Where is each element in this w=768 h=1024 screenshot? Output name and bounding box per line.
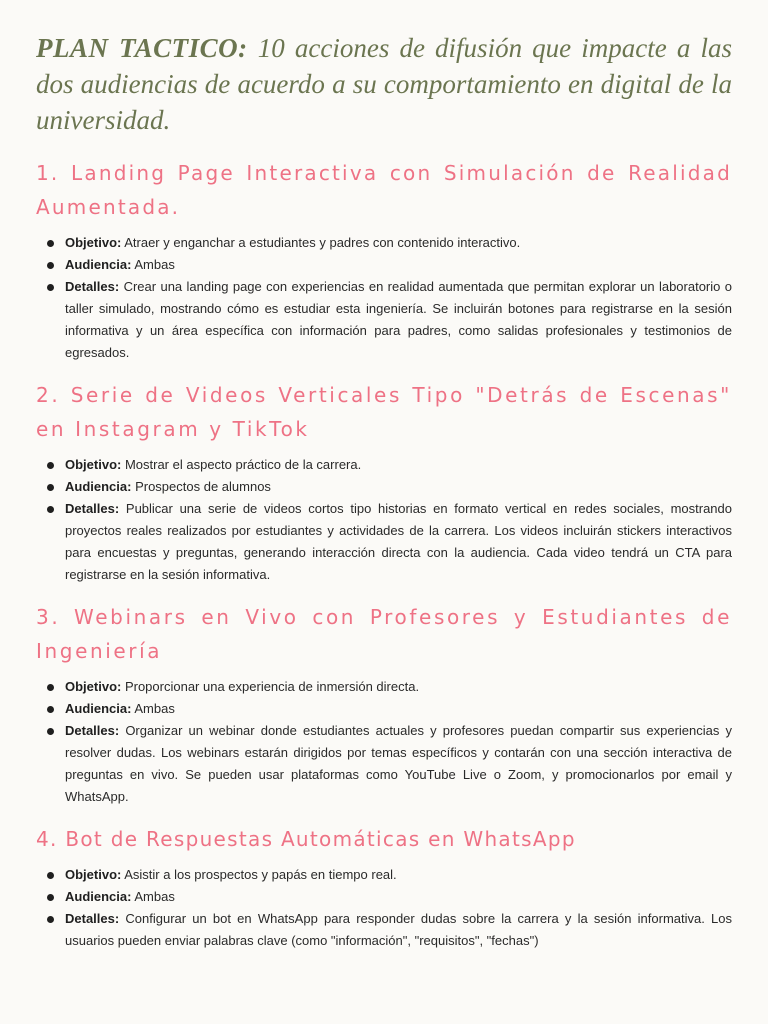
section-heading: 2. Serie de Videos Verticales Tipo "Detrás de Escenas" en Instagram y TikTok bbox=[36, 383, 732, 441]
list-item-audiencia bbox=[36, 476, 732, 498]
item-label: Objetivo: bbox=[65, 867, 122, 882]
item-text: Proporcionar una experiencia de inmersión directa. bbox=[121, 679, 420, 694]
item-label: Detalles: bbox=[65, 723, 120, 738]
section-heading: 1. Landing Page Interactiva con Simulación de Realidad Aumentada. bbox=[36, 161, 732, 219]
title-lead: PLAN TACTICO: bbox=[36, 33, 248, 63]
list-item-detalles bbox=[36, 908, 732, 952]
item-label: Objetivo: bbox=[65, 679, 122, 694]
item-text: Atraer y enganchar a estudiantes y padres con contenido interactivo. bbox=[121, 235, 521, 250]
bullet-icon bbox=[47, 916, 54, 923]
list-item-detalles bbox=[36, 498, 732, 586]
item-text: Ambas bbox=[131, 257, 175, 272]
section-1 bbox=[36, 156, 732, 364]
item-label: Detalles: bbox=[65, 279, 120, 294]
list-item-objetivo bbox=[36, 454, 732, 476]
section-4 bbox=[36, 822, 732, 952]
list-item-audiencia bbox=[36, 886, 732, 908]
bullet-icon bbox=[47, 240, 54, 247]
list-item-objetivo bbox=[36, 676, 732, 698]
item-text: Crear una landing page con experiencias en realidad aumentada que permitan explorar un laboratorio o taller simulado, mostrando cómo es estudiar esta ingeniería. Se incluirán botones para registrarse en la sesión informativa y un área específica con información para padres, como salidas profesionales y testimonios de egresados. bbox=[65, 279, 732, 360]
list-item-audiencia bbox=[36, 254, 732, 276]
item-text: Prospectos de alumnos bbox=[131, 479, 271, 494]
section-heading: 3. Webinars en Vivo con Profesores y Estudiantes de Ingeniería bbox=[36, 605, 732, 663]
bullet-list bbox=[36, 864, 732, 952]
item-label: Objetivo: bbox=[65, 235, 122, 250]
bullet-icon bbox=[47, 894, 54, 901]
list-item-detalles bbox=[36, 276, 732, 364]
item-label: Detalles: bbox=[65, 911, 120, 926]
section-3 bbox=[36, 600, 732, 808]
item-text: Ambas bbox=[131, 889, 175, 904]
item-text: Organizar un webinar donde estudiantes actuales y profesores puedan compartir sus experiencias y resolver dudas. Los webinars estarán dirigidos por temas específicos y contarán con una sección interactiva de preguntas en vivo. Se pueden usar plataformas como YouTube Live o Zoom, y promocionarlos por email y WhatsApp. bbox=[65, 723, 732, 804]
section-2 bbox=[36, 378, 732, 586]
item-text: Ambas bbox=[131, 701, 175, 716]
bullet-icon bbox=[47, 872, 54, 879]
item-label: Audiencia: bbox=[65, 701, 132, 716]
bullet-icon bbox=[47, 728, 54, 735]
item-text: Configurar un bot en WhatsApp para responder dudas sobre la carrera y la sesión informativa. Los usuarios pueden enviar palabras clave (como "información", "requisitos", "fechas") bbox=[65, 911, 732, 948]
item-label: Audiencia: bbox=[65, 257, 132, 272]
bullet-icon bbox=[47, 684, 54, 691]
bullet-icon bbox=[47, 284, 54, 291]
bullet-icon bbox=[47, 484, 54, 491]
bullet-icon bbox=[47, 706, 54, 713]
item-label: Audiencia: bbox=[65, 479, 132, 494]
bullet-icon bbox=[47, 506, 54, 513]
title-rest: 10 acciones de difusión que impacte a las dos audiencias de acuerdo a su comportamiento en digital de la universidad. bbox=[36, 33, 733, 135]
bullet-icon bbox=[47, 462, 54, 469]
item-label: Objetivo: bbox=[65, 457, 122, 472]
item-text: Publicar una serie de videos cortos tipo historias en formato vertical en redes sociales, mostrando proyectos reales realizados por estudiantes y actividades de la carrera. Los videos incluirán stickers interactivos para encuestas y preguntas, generando interacción directa con la audiencia. Cada video tendrá un CTA para registrarse en la sesión informativa. bbox=[65, 501, 732, 582]
list-item-objetivo bbox=[36, 232, 732, 254]
item-label: Audiencia: bbox=[65, 889, 132, 904]
page-title bbox=[36, 30, 732, 138]
list-item-objetivo bbox=[36, 864, 732, 886]
list-item-detalles bbox=[36, 720, 732, 808]
section-heading: 4. Bot de Respuestas Automáticas en WhatsApp bbox=[36, 827, 576, 851]
item-label: Detalles: bbox=[65, 501, 120, 516]
bullet-list bbox=[36, 454, 732, 586]
item-text: Mostrar el aspecto práctico de la carrera. bbox=[121, 457, 362, 472]
list-item-audiencia bbox=[36, 698, 732, 720]
item-text: Asistir a los prospectos y papás en tiempo real. bbox=[121, 867, 397, 882]
bullet-list bbox=[36, 232, 732, 364]
bullet-list bbox=[36, 676, 732, 808]
bullet-icon bbox=[47, 262, 54, 269]
